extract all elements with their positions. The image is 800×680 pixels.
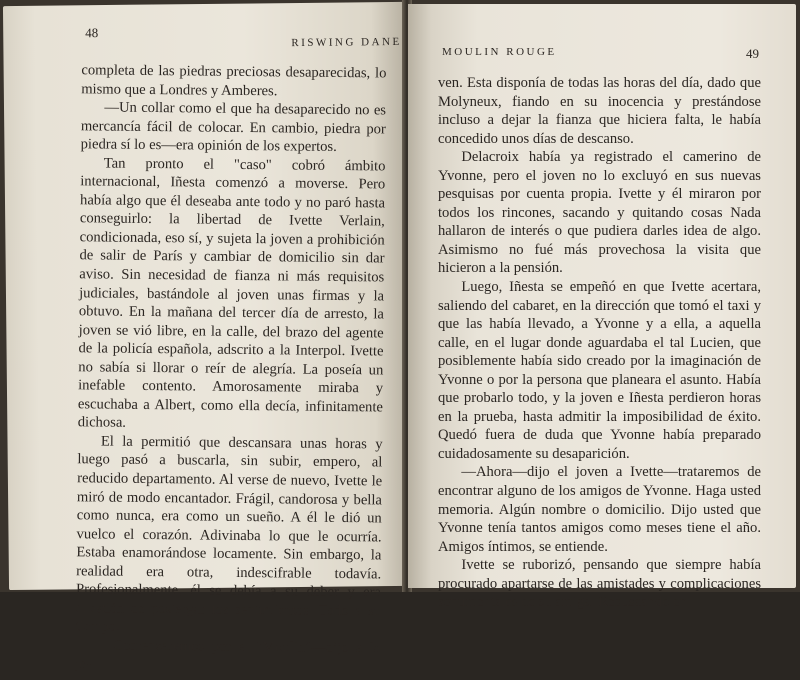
paragraph: —Comenzaremos por el "Moulin"—dijo a la jo- <box>75 637 381 672</box>
right-running-head: MOULIN ROUGE <box>442 46 557 58</box>
right-page <box>408 4 796 611</box>
paragraph: completa de las piedras preciosas desaparecidas, lo mismo que a Londres y Amberes. <box>81 62 387 99</box>
right-page-body <box>438 74 761 612</box>
paragraph: Luego, Iñesta se empeñó en que Ivette acertara, saliendo del cabaret, en la dirección que tomó el taxi y que las había llevado, a Yvonne y a ella, a aquella calle, en el lugar donde aguardaba el tal Lucien, que posiblemente había sido creado por la imaginación de Yvonne o por la persona que planeara el asunto. Había que probarlo todo, y la joven e Iñesta perdieron horas en la prueba, hasta admitir la imposibilidad de éxito. Quedó fuera de duda que Yvonne había preparado cuidadosamente su desaparición. <box>438 279 761 462</box>
paragraph: —Un collar como el que ha desaparecido no es mercancía fácil de colocar. En cambio, piedra por piedra sí lo es—era opinión de los expertos. <box>80 99 387 156</box>
paragraph: Ivette se ruborizó, pensando que siempre había procurado apartarse de las amistades y complicaciones sentimentales de su amiga. Rebuscando en <box>438 557 761 611</box>
paragraph: Delacroix había ya registrado el camerino de Yvonne, pero el joven no lo excluyó en sus nuevas pesquisas por cuenta propia. Ivette y él miraron por todos los rincones, sacando y quitando cosas Nada hallaron de interés o que pudiera darles idea de algo. Asimismo no fué más provechosa la visita que hicieron a la pensión. <box>438 149 761 277</box>
paragraph: —Ahora—dijo el joven a Ivette—trataremos de encontrar alguno de los amigos de Yvonne. Haga usted memoria. Algún nombre o domicilio. Dijo usted que Yvonne tenía tantos amigos como meses tiene el año. Amigos íntimos, se entiende. <box>438 464 761 555</box>
left-page-body <box>75 61 386 676</box>
paragraph: ven. Esta disponía de todas las horas del día, dado que Molyneux, fiando en su inocencia y prestándose incluso a dejar la fianza que hiciera falta, le había concedido unos días de descanso. <box>438 75 761 147</box>
left-page-number: 48 <box>85 25 99 41</box>
left-page <box>3 2 409 672</box>
right-page-number: 49 <box>746 46 759 61</box>
paragraph: Tan pronto el "caso" cobró ámbito internacional, Iñesta comenzó a moverse. Pero había algo que él deseaba ante todo y no paró hasta conseguirlo: la libertad de Ivette Verlain, condicionada, eso sí, y sujeta la joven a prohibición de salir de París y cambiar de domicilio sin dar aviso. Sin necesidad de fianza ni más requisitos judiciales, bastándole al joven unas firmas y la obtuvo. En la mañana del tercer día de arresto, la joven se vió libre, en la calle, del brazo del agente de la policía española, adscrito a la Interpol. Ivette no sabía si llorar o reír de alegría. La poseía un inefable contento. Amorosamente miraba y escuchaba a Albert, como ella decía, infinitamente dichosa. <box>77 155 386 432</box>
left-running-head: RISWING DANE <box>291 35 402 50</box>
paragraph: El la permitió que descansara unas horas y luego pasó a buscarla, sin subir, empero, al reducido departamento. Al verse de nuevo, Ivette le miró de modo encantador. Frágil, candorosa y bella como nunca, era como un sueño. A él le dió un vuelco el corazón. Adivinaba lo que le ocurría. Estaba enamorándose locamente. Sin embargo, la realidad era otra, indescifrable todavía. Profesionalmente, él se debía a su deber y era cuestión de postergar los sentimientos. Todo a su tiempo. <box>75 433 383 636</box>
